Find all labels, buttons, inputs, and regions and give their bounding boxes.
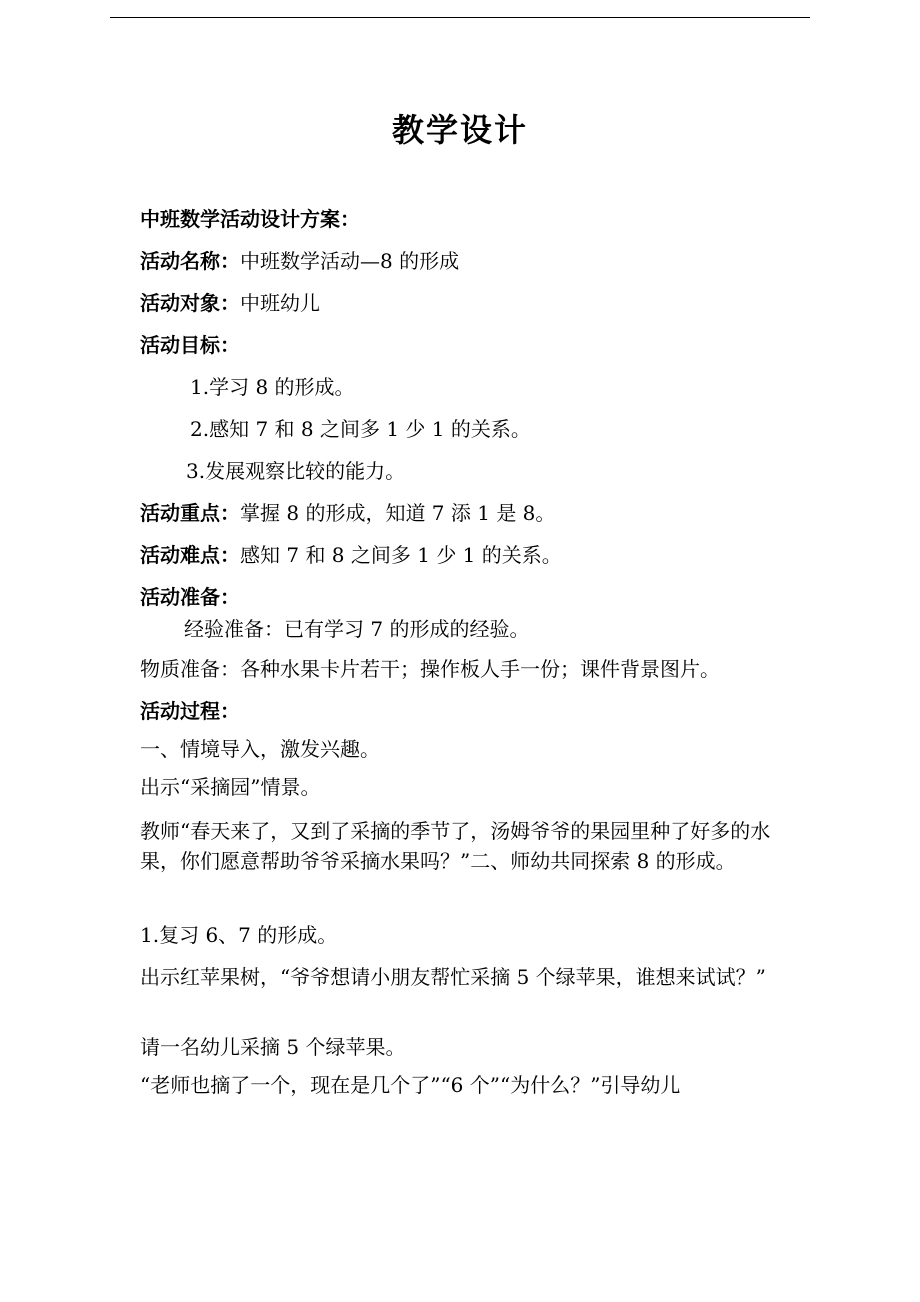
activity-difficulty-value: 感知 7 和 8 之间多 1 少 1 的关系。 bbox=[240, 543, 562, 567]
process-paragraph-3: 教师“春天来了，又到了采摘的季节了，汤姆爷爷的果园里种了好多的水果，你们愿意帮助爷爷采摘水果吗？”二、师幼共同探索 8 的形成。 bbox=[140, 819, 771, 873]
goals-label: 活动目标： bbox=[140, 333, 240, 357]
prep-experience: 经验准备：已有学习 7 的形成的经验。 bbox=[184, 617, 530, 641]
activity-focus-value: 掌握 8 的形成，知道 7 添 1 是 8。 bbox=[240, 501, 556, 525]
goal-item-1: 1.学习 8 的形成。 bbox=[190, 375, 355, 399]
activity-difficulty bbox=[140, 540, 562, 570]
plan-heading: 中班数学活动设计方案： bbox=[140, 207, 360, 231]
goal-item-3: 3.发展观察比较的能力。 bbox=[186, 459, 406, 483]
activity-name-value: 中班数学活动—8 的形成 bbox=[240, 249, 460, 273]
process-line-4: 1.复习 6、7 的形成。 bbox=[140, 923, 338, 947]
activity-target-label: 活动对象： bbox=[140, 291, 240, 315]
activity-difficulty-label: 活动难点： bbox=[140, 543, 240, 567]
process-line-2: 出示“采摘园”情景。 bbox=[140, 775, 321, 799]
process-line-1: 一、情境导入，激发兴趣。 bbox=[140, 737, 380, 761]
activity-name-label: 活动名称： bbox=[140, 249, 240, 273]
prep-label: 活动准备： bbox=[140, 585, 240, 609]
process-label: 活动过程： bbox=[140, 699, 240, 723]
activity-focus bbox=[140, 498, 555, 528]
activity-target bbox=[140, 288, 320, 318]
process-line-7: “老师也摘了一个，现在是几个了”“6 个”“为什么？”引导幼儿 bbox=[140, 1073, 681, 1097]
activity-target-value: 中班幼儿 bbox=[240, 291, 320, 315]
prep-material: 物质准备：各种水果卡片若干；操作板人手一份；课件背景图片。 bbox=[140, 657, 720, 681]
header-rule bbox=[110, 17, 810, 18]
activity-name bbox=[140, 246, 459, 276]
goal-item-2: 2.感知 7 和 8 之间多 1 少 1 的关系。 bbox=[190, 417, 531, 441]
process-line-6: 请一名幼儿采摘 5 个绿苹果。 bbox=[140, 1035, 406, 1059]
process-paragraph-5: 出示红苹果树，“爷爷想请小朋友帮忙采摘 5 个绿苹果，谁想来试试？” bbox=[140, 965, 766, 989]
page-title: 教学设计 bbox=[391, 111, 528, 149]
activity-focus-label: 活动重点： bbox=[140, 501, 240, 525]
